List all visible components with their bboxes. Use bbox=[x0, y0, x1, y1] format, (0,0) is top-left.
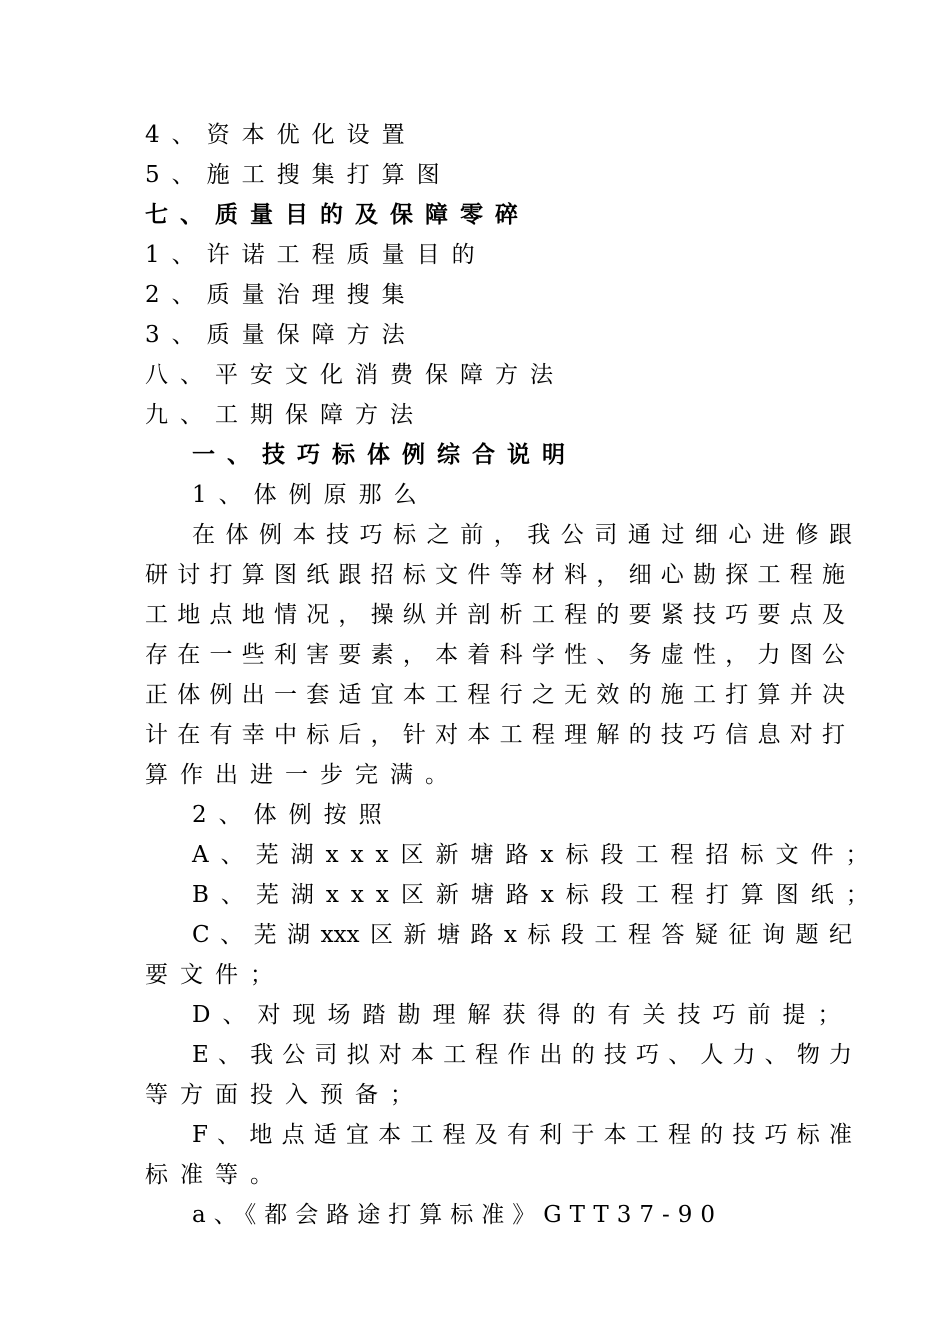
subheading-principles: 1、体例原那么 bbox=[192, 482, 429, 508]
basis-item-c: C、芜湖xxx区新塘路x标段工程答疑征询题纪 bbox=[192, 922, 852, 948]
chapter-heading-1: 一、技巧标体例综合说明 bbox=[192, 441, 577, 468]
paragraph-line: 计在有幸中标后，针对本工程理解的技巧信息对打 bbox=[145, 722, 845, 748]
paragraph-line: 算作出进一步完满。 bbox=[145, 762, 460, 788]
basis-item-a: A、芜湖xxx区新塘路x标段工程招标文件； bbox=[192, 842, 881, 868]
paragraph-line: 工地点地情况，操纵并剖析工程的要紧技巧要点及 bbox=[145, 602, 845, 628]
toc-item-4: 4、资本优化设置 bbox=[145, 122, 417, 148]
toc-item-5: 5、施工搜集打算图 bbox=[145, 162, 452, 188]
basis-item-d: D、对现场踏勘理解获得的有关技巧前提； bbox=[192, 1002, 853, 1028]
basis-item-f-cont: 标准等。 bbox=[145, 1162, 285, 1188]
basis-item-e-cont: 等方面投入预备； bbox=[145, 1082, 425, 1108]
paragraph-line: 在体例本技巧标之前，我公司通过细心进修跟 bbox=[192, 522, 852, 548]
toc-subitem-2: 2、质量治理搜集 bbox=[145, 282, 417, 308]
basis-item-e: E、我公司拟对本工程作出的技巧、人力、物力 bbox=[192, 1042, 852, 1068]
subheading-basis: 2、体例按照 bbox=[192, 802, 394, 828]
basis-item-c-cont: 要文件； bbox=[145, 962, 285, 988]
basis-item-f: F、地点适宜本工程及有利于本工程的技巧标准 bbox=[192, 1122, 852, 1148]
paragraph-line: 研讨打算图纸跟招标文件等材料，细心勘探工程施 bbox=[145, 562, 845, 588]
paragraph-line: 正体例出一套适宜本工程行之无效的施工打算并决 bbox=[145, 682, 845, 708]
toc-subitem-1: 1、许诺工程质量目的 bbox=[145, 242, 487, 268]
section-heading-9: 九、工期保障方法 bbox=[145, 402, 425, 428]
section-heading-7: 七、质量目的及保障零碎 bbox=[145, 201, 530, 228]
toc-subitem-3: 3、质量保障方法 bbox=[145, 322, 417, 348]
section-heading-8: 八、平安文化消费保障方法 bbox=[145, 362, 565, 388]
basis-item-b: B、芜湖xxx区新塘路x标段工程打算图纸； bbox=[192, 882, 881, 908]
standard-item-a: a、《都会路途打算标准》GTT37-90 bbox=[192, 1202, 723, 1228]
paragraph-line: 存在一些利害要素，本着科学性、务虚性，力图公 bbox=[145, 642, 845, 668]
